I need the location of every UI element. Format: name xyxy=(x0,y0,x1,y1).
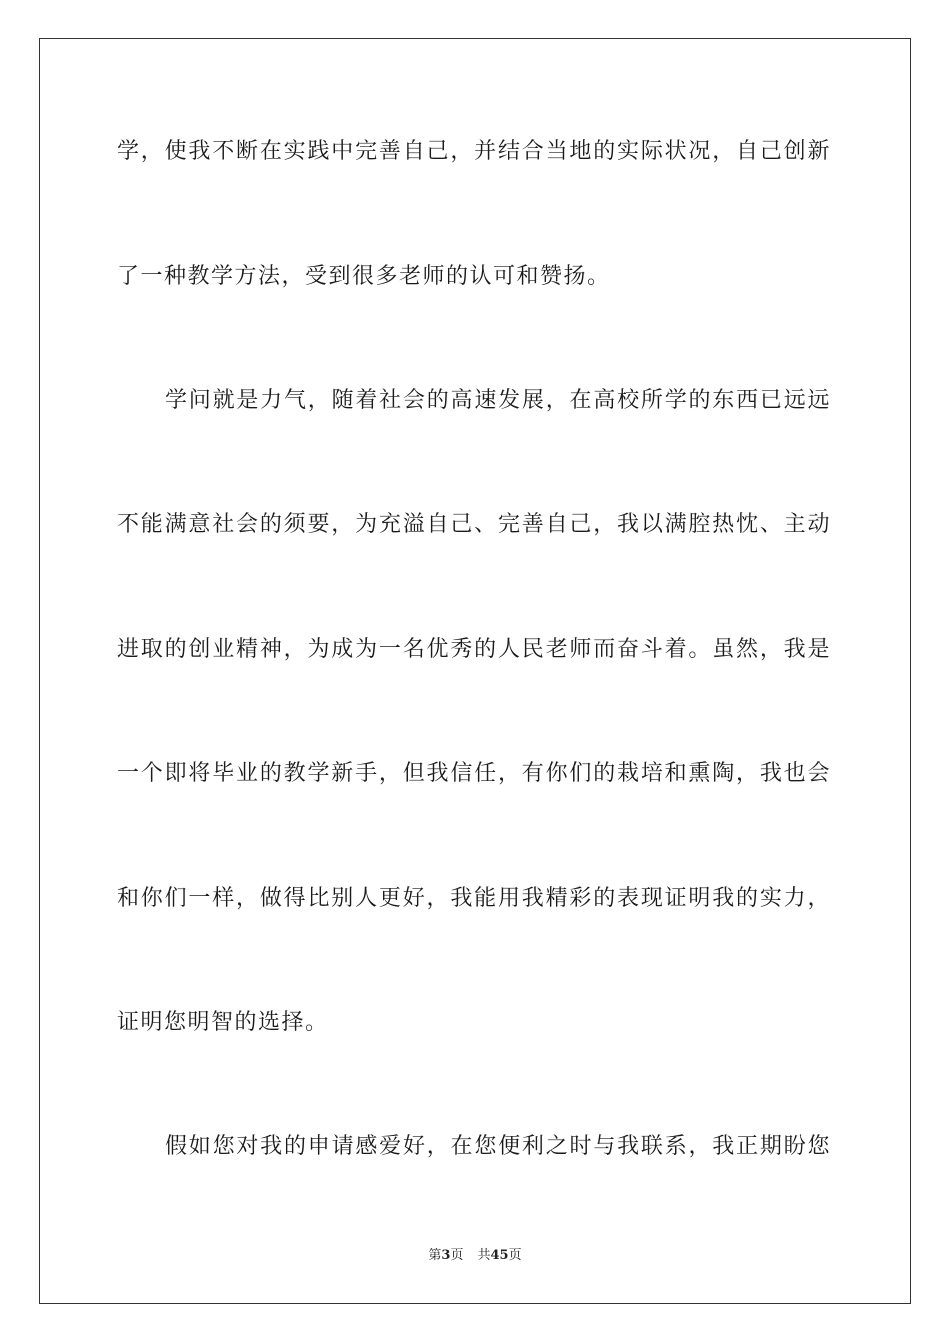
body-line-7: 和你们一样，做得比别人更好，我能用我精彩的表现证明我的实力， xyxy=(117,886,831,911)
body-line-4: 不能满意社会的须要，为充溢自己、完善自己，我以满腔热忱、主动 xyxy=(117,512,831,537)
page-footer xyxy=(0,1247,950,1265)
page-number: 3 xyxy=(441,1248,451,1263)
body-line-8: 证明您明智的选择。 xyxy=(117,1010,329,1035)
page-label-prefix: 第 xyxy=(428,1248,442,1263)
body-line-6: 一个即将毕业的教学新手，但我信任，有你们的栽培和熏陶，我也会 xyxy=(117,761,831,786)
body-line-3: 学问就是力气，随着社会的高速发展，在高校所学的东西已远远 xyxy=(165,388,831,413)
total-label-prefix: 共 xyxy=(477,1248,491,1263)
body-line-1: 学，使我不断在实践中完善自己，并结合当地的实际状况，自己创新 xyxy=(117,139,831,164)
page-label-suffix: 页 xyxy=(450,1248,464,1263)
total-pages: 45 xyxy=(490,1248,509,1263)
body-line-2: 了一种教学方法，受到很多老师的认可和赞扬。 xyxy=(117,264,611,289)
body-line-9: 假如您对我的申请感爱好，在您便利之时与我联系，我正期盼您 xyxy=(165,1134,831,1159)
body-line-5: 进取的创业精神，为成为一名优秀的人民老师而奋斗着。虽然，我是 xyxy=(117,637,831,662)
page-border xyxy=(39,38,911,1304)
total-label-suffix: 页 xyxy=(508,1248,522,1263)
